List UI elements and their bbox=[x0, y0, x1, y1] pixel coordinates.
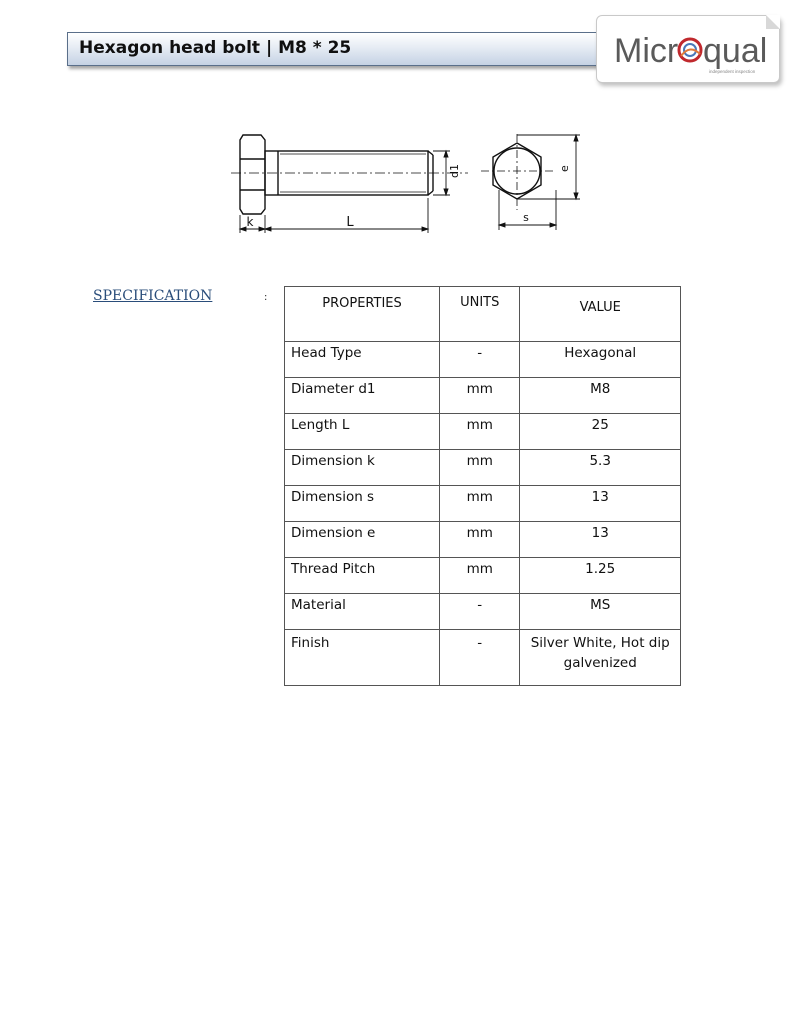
label-k: k bbox=[246, 215, 254, 229]
value-cell: MS bbox=[520, 594, 681, 630]
unit-cell: mm bbox=[440, 378, 520, 414]
label-d1: d1 bbox=[448, 164, 461, 178]
value-cell: 5.3 bbox=[520, 450, 681, 486]
table-row bbox=[285, 450, 681, 486]
table-row bbox=[285, 414, 681, 450]
property-cell: Length L bbox=[285, 414, 440, 450]
logo bbox=[596, 15, 780, 83]
spec-heading: SPECIFICATION bbox=[93, 288, 213, 304]
unit-cell: - bbox=[440, 342, 520, 378]
table-row bbox=[285, 594, 681, 630]
table-row bbox=[285, 522, 681, 558]
table-row bbox=[285, 342, 681, 378]
unit-cell: mm bbox=[440, 414, 520, 450]
microqual-logo bbox=[597, 16, 779, 82]
spec-colon: : bbox=[264, 292, 268, 303]
logo-text-left: Micr bbox=[614, 32, 679, 70]
value-cell: 13 bbox=[520, 522, 681, 558]
table-header-row bbox=[285, 287, 681, 342]
value-cell: 1.25 bbox=[520, 558, 681, 594]
table-row bbox=[285, 558, 681, 594]
property-cell: Material bbox=[285, 594, 440, 630]
table-row bbox=[285, 630, 681, 686]
logo-o-swirl-icon bbox=[679, 39, 701, 61]
label-s: s bbox=[523, 211, 529, 224]
property-cell: Head Type bbox=[285, 342, 440, 378]
bolt-side-view bbox=[240, 135, 433, 214]
value-cell: M8 bbox=[520, 378, 681, 414]
logo-text-right: qual bbox=[703, 32, 768, 70]
property-cell: Dimension s bbox=[285, 486, 440, 522]
unit-cell: mm bbox=[440, 558, 520, 594]
unit-cell: - bbox=[440, 594, 520, 630]
page-title: Hexagon head bolt | M8 * 25 bbox=[79, 38, 352, 58]
bolt-drawing bbox=[228, 120, 571, 240]
column-header-value: VALUE bbox=[520, 287, 681, 342]
unit-cell: - bbox=[440, 630, 520, 686]
label-e: e bbox=[558, 165, 571, 172]
property-cell: Diameter d1 bbox=[285, 378, 440, 414]
value-cell: 13 bbox=[520, 486, 681, 522]
property-cell: Finish bbox=[285, 630, 440, 686]
property-cell: Dimension e bbox=[285, 522, 440, 558]
value-cell: Hexagonal bbox=[520, 342, 681, 378]
property-cell: Thread Pitch bbox=[285, 558, 440, 594]
unit-cell: mm bbox=[440, 486, 520, 522]
column-header-units: UNITS bbox=[440, 287, 520, 342]
spec-table bbox=[284, 286, 681, 686]
logo-tagline: independent inspection bbox=[709, 69, 756, 74]
label-L: L bbox=[346, 215, 354, 230]
unit-cell: mm bbox=[440, 522, 520, 558]
value-cell: 25 bbox=[520, 414, 681, 450]
property-cell: Dimension k bbox=[285, 450, 440, 486]
table-row bbox=[285, 486, 681, 522]
value-cell: Silver White, Hot dip galvenized bbox=[520, 630, 681, 686]
table-row bbox=[285, 378, 681, 414]
unit-cell: mm bbox=[440, 450, 520, 486]
column-header-properties: PROPERTIES bbox=[285, 287, 440, 342]
